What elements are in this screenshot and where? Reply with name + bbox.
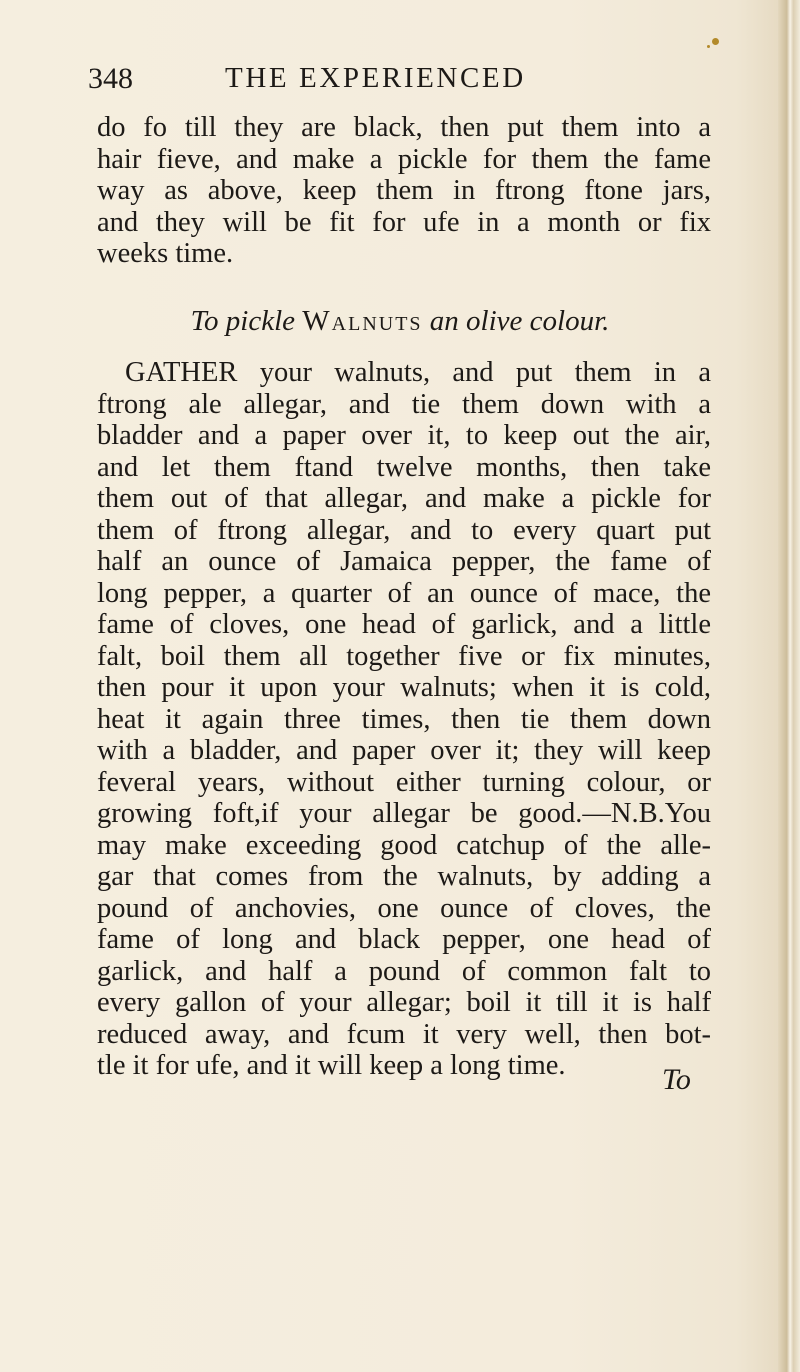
- text-line: gar that comes from the walnuts, by adding a: [97, 861, 711, 892]
- text-line: with a bladder, and paper over it; they will keep: [97, 735, 711, 766]
- text-line: feveral years, without either turning colour, or: [97, 766, 711, 798]
- text-line: ftrong ale allegar, and tie them down with a: [97, 388, 711, 420]
- ink-speck: [707, 45, 710, 48]
- text-line: them of ftrong allegar, and to every quart put: [97, 514, 711, 546]
- text-line: GATHER your walnuts, and put them in a: [125, 357, 711, 388]
- text-line: pound of anchovies, one ounce of cloves, the: [97, 892, 711, 924]
- paragraph-1: [97, 112, 711, 270]
- text-line: garlick, and half a pound of common falt to: [97, 955, 711, 987]
- heading-suffix: an olive colour.: [429, 305, 610, 337]
- text-line: long pepper, a quarter of an ounce of mace, the: [97, 577, 711, 609]
- text-line: every gallon of your allegar; boil it till it is half: [97, 987, 711, 1018]
- paragraph-2: [97, 357, 711, 1082]
- text-line: and let them ftand twelve months, then take: [97, 451, 711, 483]
- text-line: weeks time.: [97, 238, 234, 269]
- text-line: and they will be fit for ufe in a month or fix: [97, 206, 711, 238]
- text-line: may make exceeding good catchup of the alle-: [97, 829, 711, 861]
- text-line: do fo till they are black, then put them into a: [97, 112, 711, 143]
- text-line: hair fieve, and make a pickle for them the fame: [97, 143, 711, 175]
- recipe-heading: [0, 305, 800, 338]
- catchword: To: [662, 1063, 691, 1096]
- text-line: growing foft,if your allegar be good.—N.B.You: [97, 798, 711, 829]
- heading-prefix: To pickle: [190, 305, 296, 337]
- text-line: heat it again three times, then tie them down: [97, 703, 711, 735]
- text-line: them out of that allegar, and make a pickle for: [97, 483, 711, 514]
- page-header: [88, 62, 708, 104]
- page-edge: [778, 0, 800, 1372]
- text-line: falt, boil them all together five or fix minutes,: [97, 640, 711, 672]
- text-line: tle it for ufe, and it will keep a long time.: [97, 1050, 566, 1081]
- ink-speck: [712, 38, 719, 45]
- text-line: fame of long and black pepper, one head of: [97, 924, 711, 955]
- text-line: fame of cloves, one head of garlick, and a little: [97, 609, 711, 640]
- text-line: reduced away, and fcum it very well, then bot-: [97, 1018, 711, 1050]
- running-head: THE EXPERIENCED: [225, 62, 526, 94]
- text-line: then pour it upon your walnuts; when it is cold,: [97, 672, 711, 703]
- text-line: half an ounce of Jamaica pepper, the fame of: [97, 546, 711, 577]
- text-line: way as above, keep them in ftrong ftone jars,: [97, 175, 711, 206]
- heading-subject: Walnuts: [302, 305, 423, 337]
- text-line: bladder and a paper over it, to keep out the air,: [97, 420, 711, 451]
- page-number: 348: [88, 62, 133, 95]
